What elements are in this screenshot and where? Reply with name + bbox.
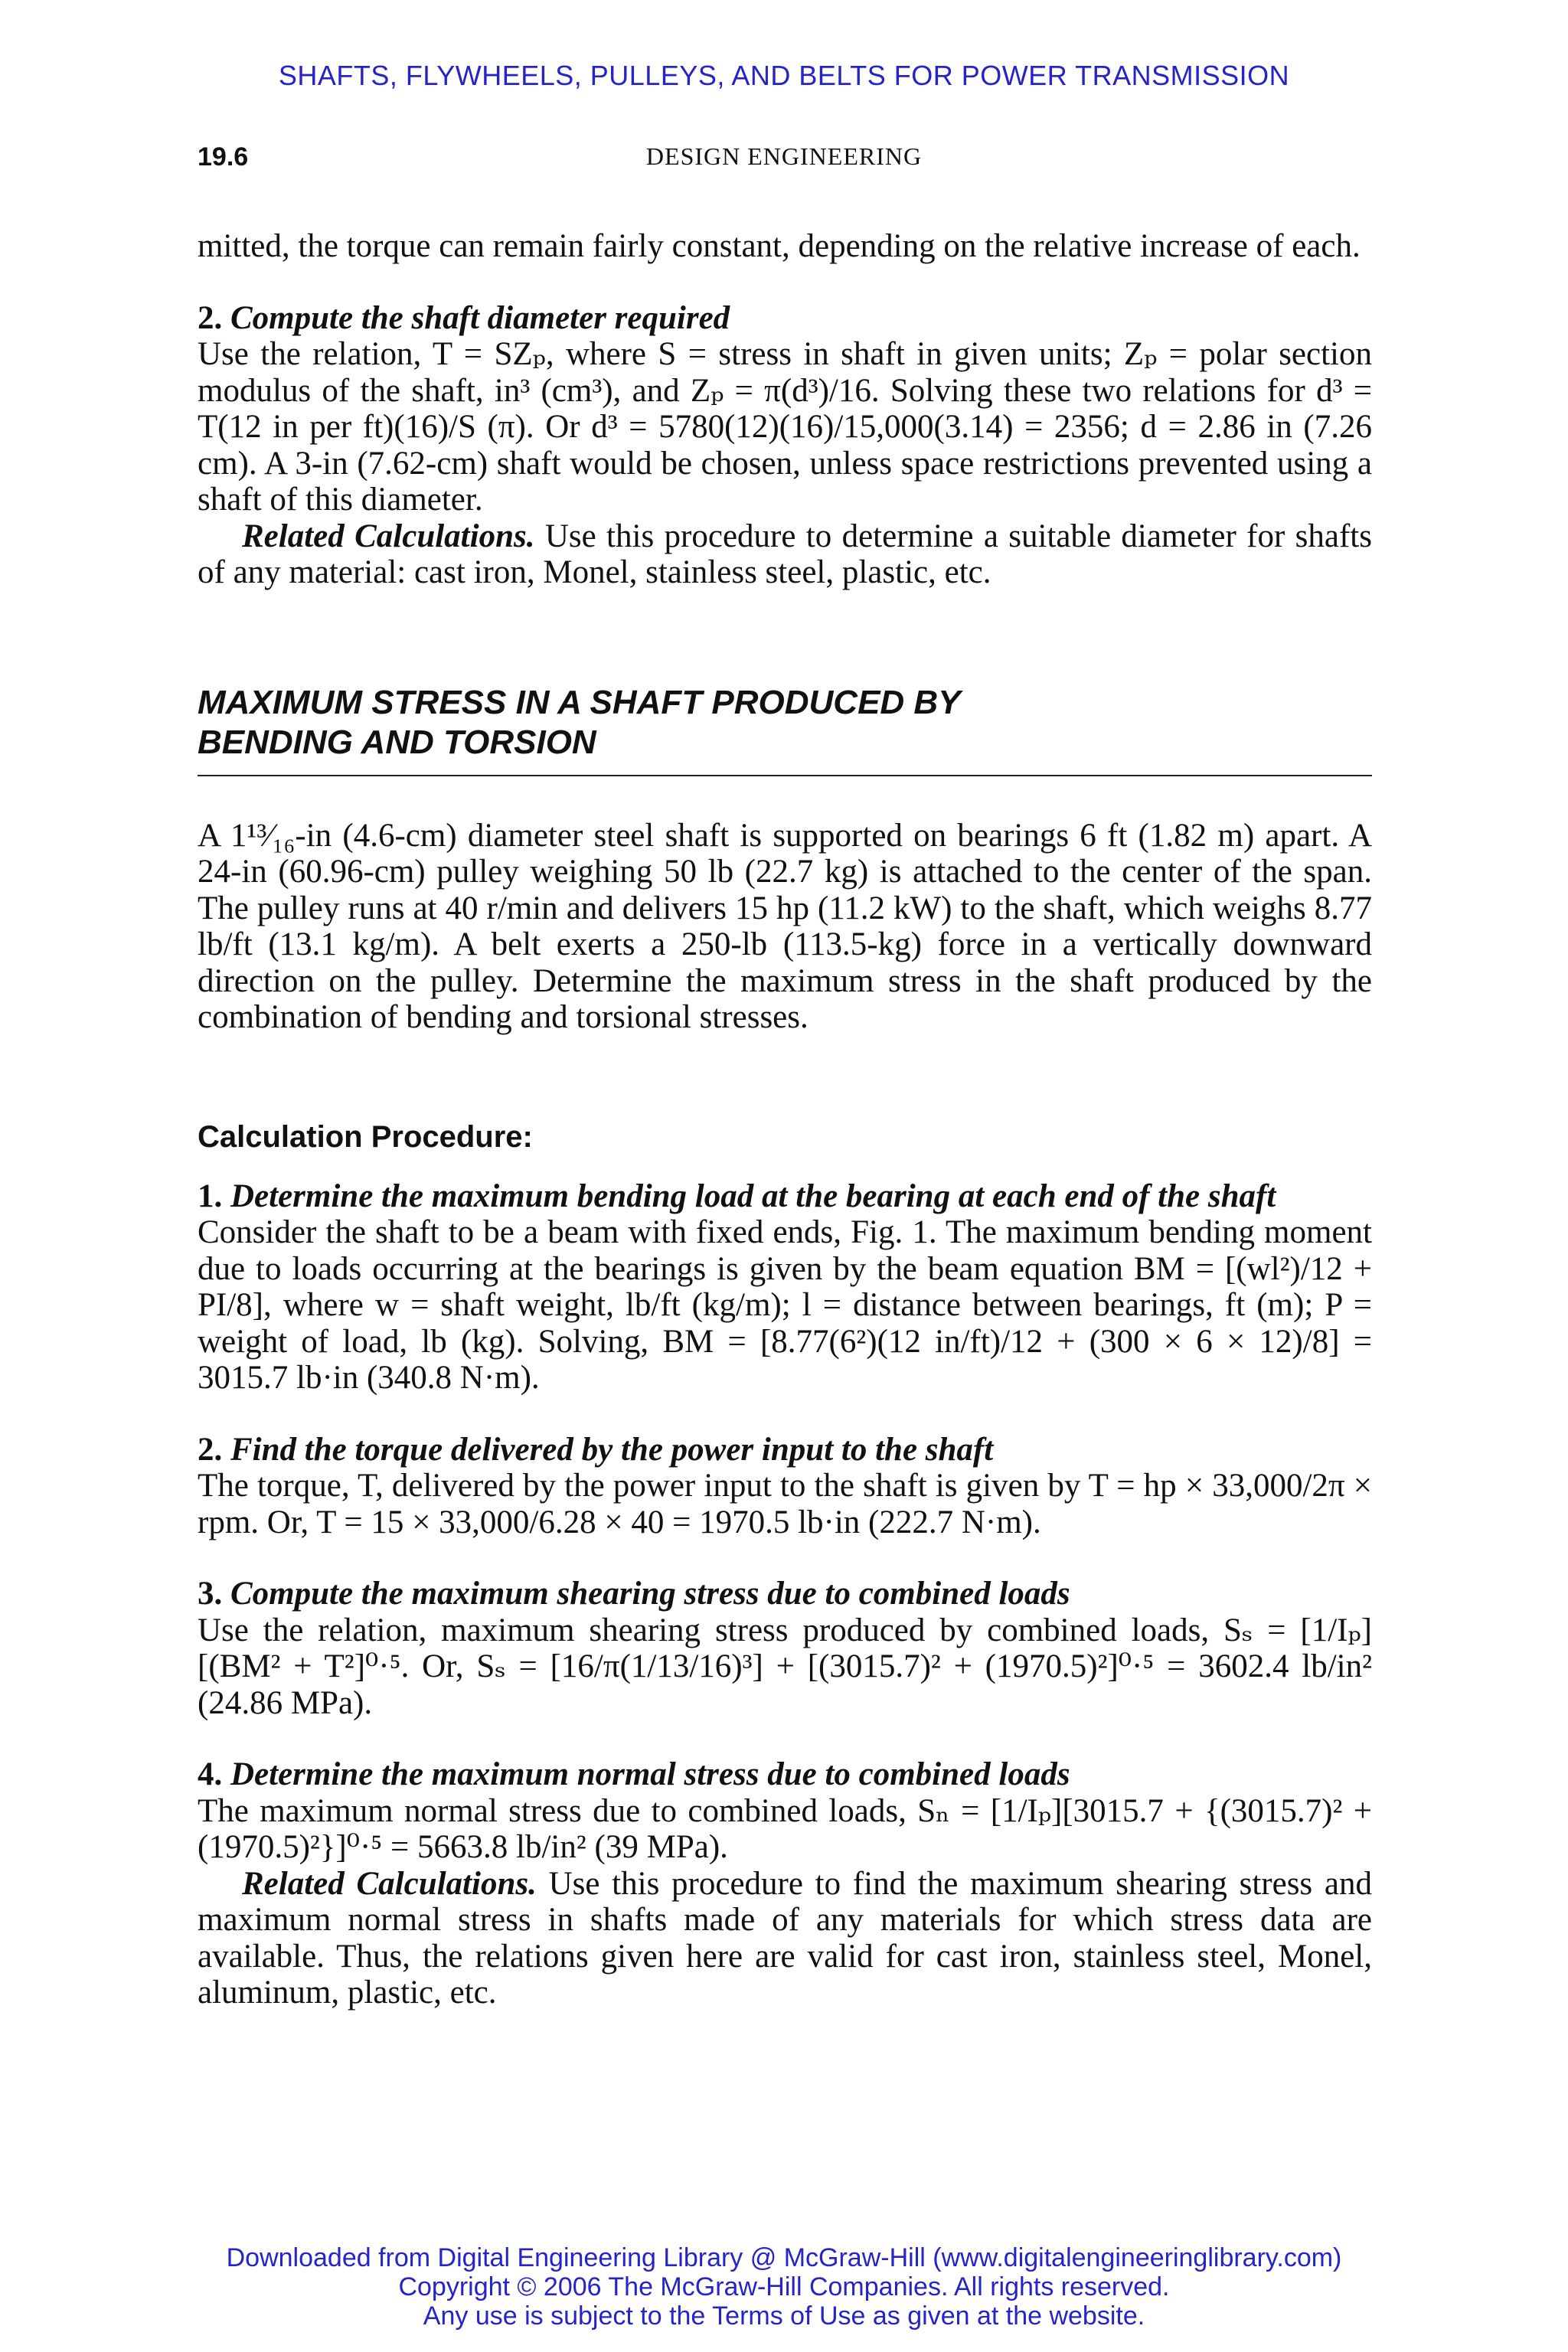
step-heading <box>198 1576 1372 1612</box>
related-label: Related Calculations. <box>242 1865 537 1902</box>
section-title-line1: MAXIMUM STRESS IN A SHAFT PRODUCED BY <box>198 683 961 721</box>
step-title: Determine the maximum normal stress due to combined loads <box>230 1756 1070 1792</box>
step-body: Use the relation, T = SZₚ, where S = stress in shaft in given units; Zₚ = polar section modulus of the shaft, in³ (cm³), and Zₚ = π(d³)/16. Solving these two relations for d³ = T(12 in per ft)(16)/S (π). Or d³ = 5780(12)(16)/15,000(3.14) = 2356; d = 2.86 in (7.26 cm). A 3-in (7.62-cm) shaft would be chosen, unless space restrictions prevented using a shaft of this diameter. <box>198 336 1372 518</box>
section-title <box>198 683 1372 776</box>
related-label: Related Calculations. <box>242 518 535 554</box>
related-text: Use this procedure to determine a suitable diameter for shafts of any material: cast iron, Monel, stainless steel, plastic, etc. <box>198 518 1372 590</box>
step-heading <box>198 1432 1372 1468</box>
step-number: 2. <box>198 1431 223 1468</box>
step-heading <box>198 300 1372 337</box>
footer <box>0 2243 1568 2331</box>
step-title: Determine the maximum bending load at the bearing at each end of the shaft <box>230 1178 1276 1214</box>
step-number: 4. <box>198 1756 223 1792</box>
step-number: 1. <box>198 1178 223 1214</box>
related-text: Use this procedure to find the maximum shearing stress and maximum normal stress in shafts made of any materials for which stress data are available. Thus, the relations given here are valid for cast iron, stainless steel, Monel, aluminum, plastic, etc. <box>198 1865 1372 2011</box>
step-body: Consider the shaft to be a beam with fixed ends, Fig. 1. The maximum bending moment due to loads occurring at the bearings is given by the beam equation BM = [(wl²)/12 + PI/8], where w = shaft weight, lb/ft (kg/m); l = distance between bearings, ft (m); P = weight of load, lb (kg). Solving, BM = [8.77(6²)(12 in/ft)/12 + (300 × 6 × 12)/8] = 3015.7 lb·in (340.8 N·m). <box>198 1214 1372 1396</box>
page-number: 19.6 <box>198 142 249 172</box>
footer-terms: Any use is subject to the Terms of Use as given at the website. <box>423 2301 1145 2331</box>
problem-statement: A 1¹³⁄₁₆-in (4.6-cm) diameter steel shaft is supported on bearings 6 ft (1.82 m) apart. A 24-in (60.96-cm) pulley weighing 50 lb (22.7 kg) is attached to the center of the span. The pulley runs at 40 r/min and delivers 15 hp (11.2 kW) to the shaft, which weighs 8.77 lb/ft (13.1 kg/m). A belt exerts a 250-lb (113.5-kg) force in a vertically downward direction on the pulley. Determine the maximum stress in the shaft produced by the combination of bending and torsional stresses. <box>198 817 1372 1035</box>
step-heading <box>198 1756 1372 1793</box>
step-body: The maximum normal stress due to combined loads, Sₙ = [1/Iₚ][3015.7 + {(3015.7)² + (1970.5)²}]⁰·⁵ = 5663.8 lb/in² (39 MPa). <box>198 1792 1372 1865</box>
footer-copyright: Copyright © 2006 The McGraw-Hill Companies. All rights reserved. <box>398 2272 1170 2301</box>
step-body: The torque, T, delivered by the power input to the shaft is given by T = hp × 33,000/2π × rpm. Or, T = 15 × 33,000/6.28 × 40 = 1970.5 lb·in (222.7 N·m). <box>198 1468 1372 1540</box>
section-name: DESIGN ENGINEERING <box>645 142 923 170</box>
step-number: 3. <box>198 1576 223 1612</box>
folio-row <box>198 142 1370 176</box>
step-title: Find the torque delivered by the power input to the shaft <box>230 1431 994 1468</box>
step-heading <box>198 1178 1372 1215</box>
step-number: 2. <box>198 299 223 336</box>
step-body: Use the relation, maximum shearing stress produced by combined loads, Sₛ = [1/Iₚ][(BM² + T²]⁰·⁵. Or, Sₛ = [16/π(1/13/16)³] + [(3015.7)² + (1970.5)²]⁰·⁵ = 3602.4 lb/in² (24.86 MPa). <box>198 1612 1372 1721</box>
continuation-paragraph: mitted, the torque can remain fairly constant, depending on the relative increase of each. <box>198 228 1361 264</box>
step-title: Compute the shaft diameter required <box>230 299 730 336</box>
related-calculations <box>198 518 1372 591</box>
related-calculations <box>198 1866 1372 2011</box>
page-body <box>198 228 1372 2011</box>
section-title-line2: BENDING AND TORSION <box>198 723 596 761</box>
footer-download-notice: Downloaded from Digital Engineering Library @ McGraw-Hill (www.digitalengineeringlibrary.com) <box>226 2243 1342 2272</box>
calculation-procedure-heading: Calculation Procedure: <box>198 1119 533 1154</box>
step-title: Compute the maximum shearing stress due to combined loads <box>230 1576 1070 1612</box>
running-head: SHAFTS, FLYWHEELS, PULLEYS, AND BELTS FOR POWER TRANSMISSION <box>278 60 1290 91</box>
